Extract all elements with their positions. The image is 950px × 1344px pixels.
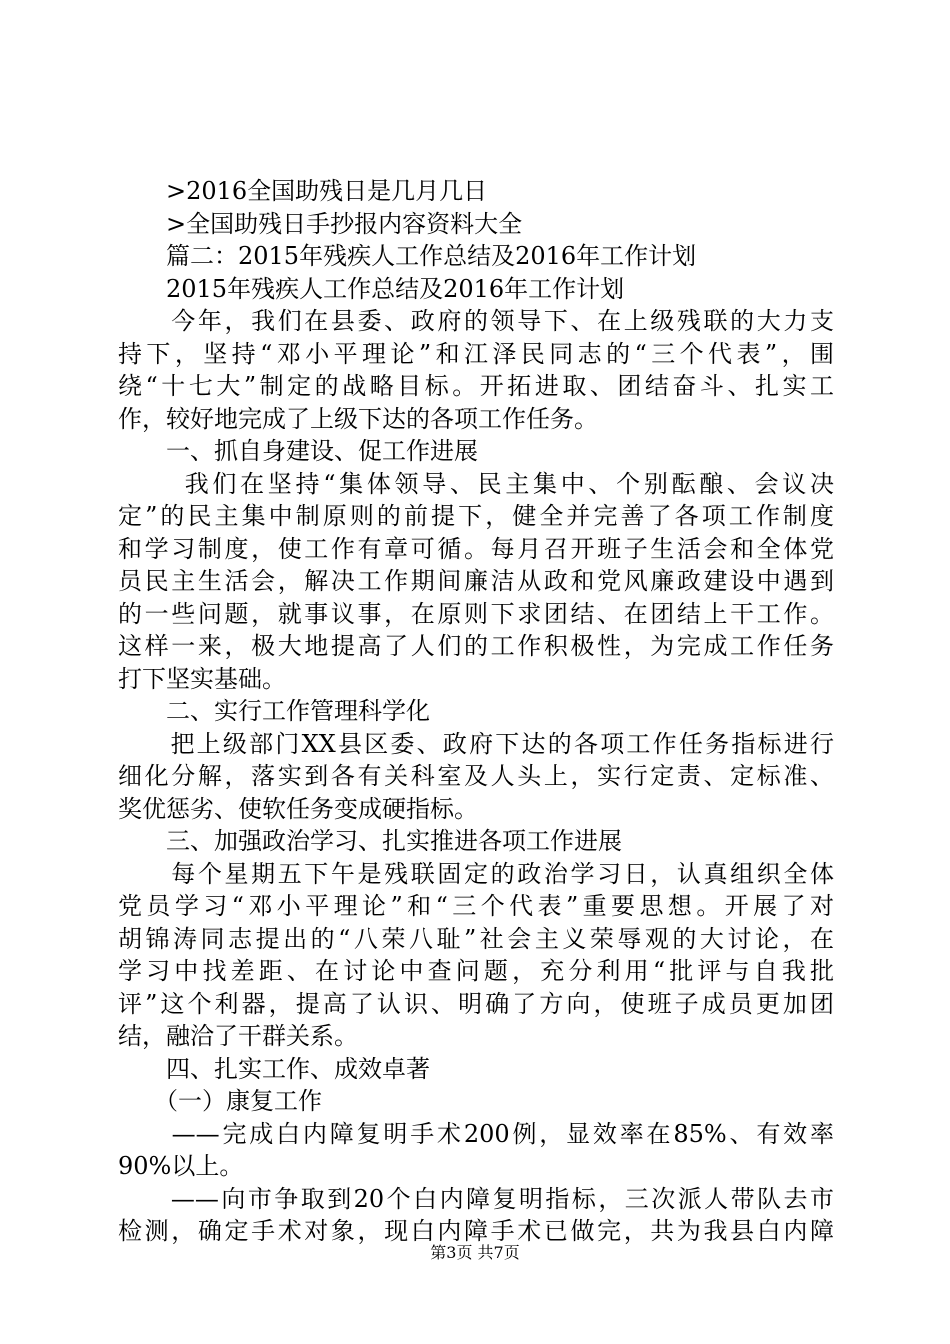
text-line: 的一些问题，就事议事，在原则下求团结、在团结上干工作。 xyxy=(118,599,834,628)
text-line: 定”的民主集中制原则的前提下，健全并完善了各项工作制度 xyxy=(118,502,834,530)
text-line: ——完成白内障复明手术200例，显效率在85%、有效率 xyxy=(118,1119,834,1148)
text-line: 今年，我们在县委、政府的领导下、在上级残联的大力支 xyxy=(118,307,834,335)
text-line: >2016全国助残日是几月几日 xyxy=(118,177,488,205)
text-line: ——向市争取到20个白内障复明指标，三次派人带队去市 xyxy=(118,1184,834,1213)
text-line: 打下坚实基础。 xyxy=(118,664,286,693)
text-line: 2015年残疾人工作总结及2016年工作计划 xyxy=(118,274,625,303)
text-line: 细化分解，落实到各有关科室及人头上，实行定责、定标准、 xyxy=(118,762,834,790)
text-line: 每个星期五下午是残联固定的政治学习日，认真组织全体 xyxy=(118,859,834,888)
text-line: 二、实行工作管理科学化 xyxy=(118,697,430,725)
text-line: 绕“十七大”制定的战略目标。开拓进取、团结奋斗、扎实工 xyxy=(118,372,834,400)
page-footer: 第3页 共7页 xyxy=(430,1243,520,1262)
text-line: 持下，坚持“邓小平理论”和江泽民同志的“三个代表”，围 xyxy=(118,339,834,368)
text-line: 党员学习“邓小平理论”和“三个代表”重要思想。开展了对 xyxy=(118,892,834,920)
text-line: 检测，确定手术对象，现白内障手术已做完，共为我县白内障 xyxy=(118,1217,834,1245)
text-line: 作，较好地完成了上级下达的各项工作任务。 xyxy=(118,404,598,433)
text-line: 四、扎实工作、成效卓著 xyxy=(118,1054,430,1083)
text-line: 员民主生活会，解决工作期间廉洁从政和党风廉政建设中遇到 xyxy=(118,567,834,595)
text-line: >全国助残日手抄报内容资料大全 xyxy=(118,209,523,238)
text-line: 和学习制度，使工作有章可循。每月召开班子生活会和全体党 xyxy=(118,534,834,563)
text-line: 一、抓自身建设、促工作进展 xyxy=(118,437,478,465)
text-line: 篇二：2015年残疾人工作总结及2016年工作计划 xyxy=(118,242,697,270)
text-line: 学习中找差距、在讨论中查问题，充分利用“批评与自我批 xyxy=(118,957,834,985)
text-line: 我们在坚持“集体领导、民主集中、个别酝酿、会议决 xyxy=(118,469,834,498)
text-line: 90%以上。 xyxy=(118,1152,244,1180)
document-body xyxy=(118,175,834,1248)
text-line: 三、加强政治学习、扎实推进各项工作进展 xyxy=(118,827,622,855)
text-line: 这样一来，极大地提高了人们的工作积极性，为完成工作任务 xyxy=(118,632,834,660)
text-line: 胡锦涛同志提出的“八荣八耻”社会主义荣辱观的大讨论，在 xyxy=(118,924,834,953)
text-line: 奖优惩劣、使软任务变成硬指标。 xyxy=(118,794,478,823)
text-line: 把上级部门XX县区委、政府下达的各项工作任务指标进行 xyxy=(118,729,834,758)
text-line: 结，融洽了干群关系。 xyxy=(118,1022,358,1050)
text-line: 评”这个利器，提高了认识、明确了方向，使班子成员更加团 xyxy=(118,989,834,1018)
text-line: （一）康复工作 xyxy=(118,1087,322,1115)
